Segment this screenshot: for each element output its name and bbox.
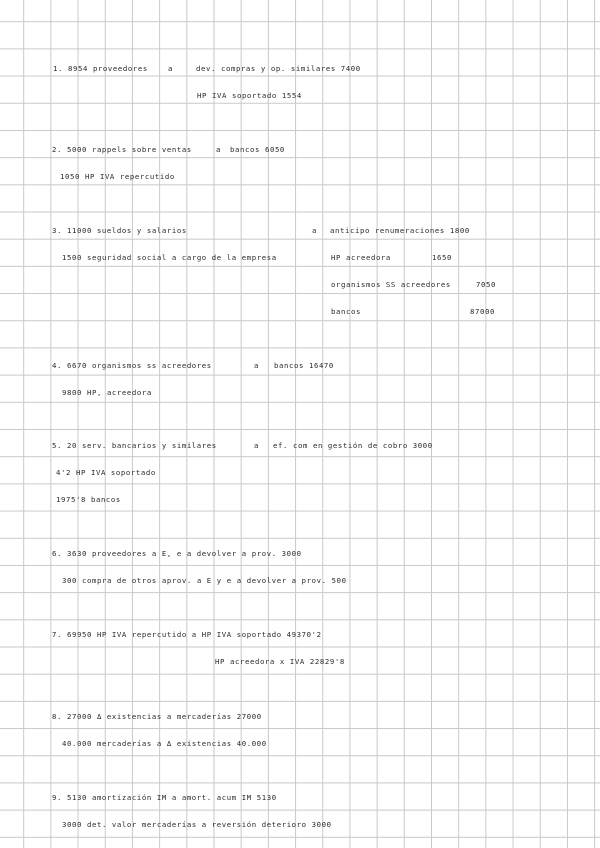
entry-3-credit-2-value: 1650	[432, 253, 452, 262]
entry-5-debit-1: 5. 20 serv. bancarios y similares	[52, 441, 217, 450]
entry-3-debit-1: 3. 11000 sueldos y salarios	[52, 226, 187, 235]
entry-3-credit-4-value: 87000	[470, 307, 495, 316]
entry-5-a: a	[254, 441, 259, 450]
entry-6-line-1: 6. 3630 proveedores a E, e a devolver a prov. 3000	[52, 549, 302, 558]
entry-1-credit-2: HP IVA soportado 1554	[197, 91, 302, 100]
entry-3-debit-2: 1500 seguridad social a cargo de la empresa	[62, 253, 277, 262]
entry-3-credit-3-name: organismos SS acreedores	[331, 280, 451, 289]
entry-6-line-2: 300 compra de otros aprov. a E y e a devolver a prov. 500	[62, 576, 347, 585]
entry-4-a: a	[254, 361, 259, 370]
entry-3-credit-3-value: 7050	[476, 280, 496, 289]
entry-9-line-2: 3000 det. valor mercaderías a reversión deterioro 3000	[62, 820, 332, 829]
entry-5-credit: ef. com en gestión de cobro 3000	[273, 441, 433, 450]
entry-4-debit-2: 9800 HP, acreedora	[62, 388, 152, 397]
entry-2-credit: bancos 6050	[230, 145, 285, 154]
entry-9-line-1: 9. 5130 amortización IM a amort. acum IM 5130	[52, 793, 277, 802]
entry-2-debit-2: 1050 HP IVA repercutido	[60, 172, 175, 181]
entry-7-line-1: 7. 69950 HP IVA repercutido a HP IVA soportado 49370'2	[52, 630, 322, 639]
entry-5-debit-2: 4'2 HP IVA soportado	[56, 468, 156, 477]
entry-1-debit: 1. 8954 proveedores	[53, 64, 148, 73]
entry-1-a: a	[168, 64, 173, 73]
entry-7-line-2: HP acreedora x IVA 22829'8	[215, 657, 345, 666]
entry-8-line-2: 40.000 mercaderías a Δ existencias 40.000	[62, 739, 267, 748]
entry-2-a: a	[216, 145, 221, 154]
entry-5-debit-3: 1975'8 bancos	[56, 495, 121, 504]
entry-4-debit-1: 4. 6670 organismos ss acreedores	[52, 361, 212, 370]
entry-4-credit: bancos 16470	[274, 361, 334, 370]
entry-8-line-1: 8. 27000 Δ existencias a mercaderías 27000	[52, 712, 262, 721]
entry-3-a: a	[312, 226, 317, 235]
entry-3-credit-1: anticipo renumeraciones 1800	[330, 226, 470, 235]
entry-2-debit-1: 2. 5000 rappels sobre ventas	[52, 145, 192, 154]
entry-3-credit-4-name: bancos	[331, 307, 361, 316]
entry-3-credit-2-name: HP acreedora	[331, 253, 391, 262]
entry-1-credit-1: dev. compras y op. similares 7400	[196, 64, 361, 73]
